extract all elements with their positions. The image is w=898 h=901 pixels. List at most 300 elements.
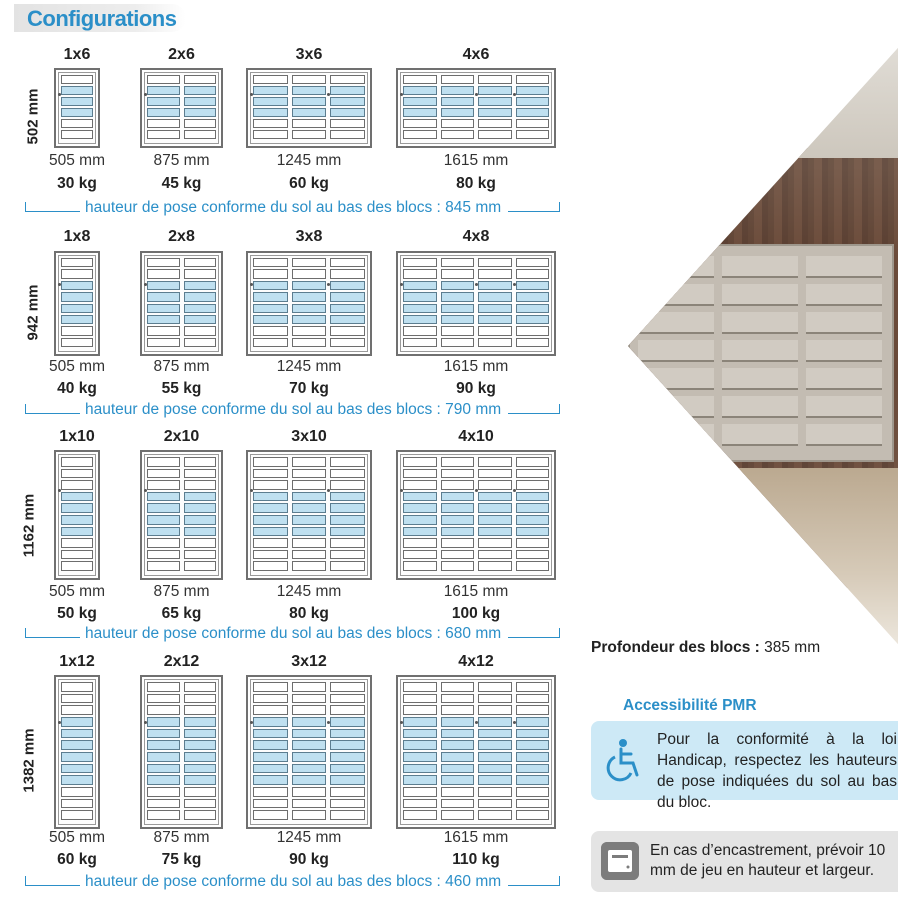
config-weight: 70 kg [289, 380, 329, 397]
photo-mailbox-drawer [638, 256, 714, 278]
mailbox-slot [292, 515, 327, 525]
mailbox-slot [441, 326, 475, 335]
mailbox-slot [403, 130, 437, 139]
mailbox-slot [330, 480, 365, 490]
mailbox-slot [330, 269, 365, 278]
mailbox-slot [292, 108, 327, 117]
mailbox-column [441, 682, 475, 822]
mailbox-slot [441, 503, 475, 513]
mailbox-slot [61, 682, 93, 692]
mailbox-slot [61, 492, 93, 502]
mailbox-slot [403, 752, 437, 762]
config-label: 3x10 [291, 428, 327, 445]
mailbox-slot [516, 705, 550, 715]
config-weight: 65 kg [161, 605, 202, 622]
mailbox-slot [478, 740, 512, 750]
mailbox-column [330, 457, 365, 573]
mailbox-slot [403, 550, 437, 560]
mailbox-slot [478, 527, 512, 537]
mailbox-column [441, 258, 475, 349]
mailbox-slot [516, 108, 550, 117]
config-width: 1615 mm [443, 583, 509, 600]
mailbox-slot [516, 326, 550, 335]
mailbox-slot [147, 315, 180, 324]
mailbox-column [330, 258, 365, 349]
config-weight: 100 kg [451, 605, 501, 622]
mailbox-slot [403, 469, 437, 479]
photo-mailbox-drawer [638, 396, 714, 418]
mailbox-slot [441, 799, 475, 809]
mailbox-column [253, 457, 288, 573]
mailbox-slot [516, 338, 550, 347]
mailbox-slot [330, 775, 365, 785]
mailbox-slot [441, 258, 475, 267]
mailbox-slot [184, 775, 217, 785]
config-label: 2x8 [168, 228, 195, 245]
mailbox-block [54, 675, 100, 829]
mailbox-slot [516, 764, 550, 774]
mailbox-slot [184, 97, 217, 106]
mailbox-block [54, 251, 100, 356]
mailbox-column [292, 258, 327, 349]
mailbox-block [140, 675, 223, 829]
mailbox-slot [184, 469, 217, 479]
mailbox-slot [403, 775, 437, 785]
config-weight: 90 kg [289, 851, 329, 868]
config-weight: 60 kg [289, 175, 329, 192]
mailbox-slot [292, 740, 327, 750]
mailbox-slot [253, 480, 288, 490]
mailbox-slot [292, 764, 327, 774]
mailbox-slot [403, 480, 437, 490]
photo-mailbox-drawer [638, 424, 714, 446]
depth-info [591, 639, 820, 657]
mailbox-slot [184, 130, 217, 139]
config-label: 4x8 [462, 228, 490, 245]
mailbox-slot [253, 740, 288, 750]
mailbox-column [147, 457, 180, 573]
mailbox-slot [441, 86, 475, 95]
mailbox-slot [441, 694, 475, 704]
mailbox-column [61, 457, 93, 573]
mailbox-block [396, 675, 556, 829]
mailbox-slot [330, 108, 365, 117]
photo-mailbox-drawer [722, 312, 798, 334]
config-weight: 45 kg [161, 175, 202, 192]
height-label: 1162 mm [20, 493, 38, 558]
mailbox-column [516, 258, 550, 349]
mailbox-slot [441, 119, 475, 128]
mailbox-column [516, 75, 550, 141]
mailbox-slot [61, 740, 93, 750]
mailbox-block [246, 251, 372, 356]
mailbox-slot [61, 764, 93, 774]
mailbox-block [396, 450, 556, 580]
mailbox-slot [330, 729, 365, 739]
mailbox-slot [253, 119, 288, 128]
mailbox-slot [478, 281, 512, 290]
mailbox-slot [403, 492, 437, 502]
mailbox-slot [478, 457, 512, 467]
mailbox-slot [61, 705, 93, 715]
config-label: 2x6 [168, 46, 195, 63]
mailbox-slot [61, 338, 93, 347]
mailbox-slot [403, 269, 437, 278]
mailbox-slot [147, 515, 180, 525]
mailbox-slot [147, 799, 180, 809]
config-label: 1x12 [59, 653, 95, 670]
mailbox-slot [516, 550, 550, 560]
config-width: 1615 mm [443, 152, 509, 169]
mailbox-slot [184, 740, 217, 750]
mailbox-slot [441, 304, 475, 313]
mailbox-slot [292, 304, 327, 313]
mailbox-slot [61, 108, 93, 117]
mailbox-slot [516, 561, 550, 571]
mailbox-column [478, 258, 512, 349]
mailbox-slot [330, 682, 365, 692]
mailbox-slot [147, 492, 180, 502]
photo-mailbox-drawer [806, 396, 882, 418]
mailbox-column [61, 75, 93, 141]
mailbox-slot [403, 705, 437, 715]
mailbox-slot [330, 457, 365, 467]
mailbox-slot [147, 538, 180, 548]
config-weight: 60 kg [57, 851, 97, 868]
mailbox-slot [61, 515, 93, 525]
mailbox-column [403, 457, 437, 573]
mailbox-slot [292, 527, 327, 537]
mailbox-slot [292, 694, 327, 704]
mailbox-slot [253, 338, 288, 347]
mailbox-slot [253, 281, 288, 290]
mailbox-slot [330, 304, 365, 313]
mailbox-slot [253, 75, 288, 84]
mailbox-slot [478, 480, 512, 490]
mailbox-slot [253, 694, 288, 704]
mailbox-slot [330, 503, 365, 513]
photo-mailbox-drawer [638, 312, 714, 334]
mailbox-block [396, 68, 556, 148]
mailbox-slot [330, 550, 365, 560]
mailbox-slot [147, 281, 180, 290]
mailbox-slot [516, 810, 550, 820]
mailbox-column [330, 682, 365, 822]
mailbox-slot [478, 130, 512, 139]
photo-mailbox-drawer [806, 256, 882, 278]
mailbox-slot [516, 740, 550, 750]
config-weight: 75 kg [161, 851, 202, 868]
mailbox-slot [184, 538, 217, 548]
mailbox-block [54, 68, 100, 148]
mailbox-slot [516, 752, 550, 762]
mailbox-slot [184, 492, 217, 502]
mailbox-slot [292, 682, 327, 692]
mailbox-slot [147, 326, 180, 335]
mailbox-column [61, 682, 93, 822]
mailbox-slot [147, 304, 180, 313]
mailbox-slot [330, 338, 365, 347]
mailbox-slot [61, 326, 93, 335]
mailbox-slot [61, 775, 93, 785]
mailbox-slot [292, 97, 327, 106]
mailbox-slot [253, 86, 288, 95]
mailbox-slot [478, 292, 512, 301]
mailbox-slot [330, 469, 365, 479]
mailbox-slot [403, 682, 437, 692]
mailbox-slot [403, 561, 437, 571]
mailbox-slot [292, 338, 327, 347]
mailbox-slot [441, 729, 475, 739]
mailbox-slot [516, 457, 550, 467]
mailbox-slot [184, 682, 217, 692]
mailbox-slot [61, 527, 93, 537]
accessibility-box [591, 721, 898, 811]
photo-mailbox-drawer [722, 256, 798, 278]
mailbox-slot [147, 97, 180, 106]
config-width: 1245 mm [276, 583, 342, 600]
mailbox-slot [253, 550, 288, 560]
mailbox-slot [478, 338, 512, 347]
mailbox-slot [147, 480, 180, 490]
mailbox-block [396, 251, 556, 356]
mailbox-slot [516, 775, 550, 785]
config-weight: 110 kg [452, 851, 500, 868]
mailbox-block [140, 450, 223, 580]
mailbox-slot [147, 787, 180, 797]
mailbox-slot [147, 86, 180, 95]
mailbox-slot [478, 717, 512, 727]
mailbox-slot [441, 315, 475, 324]
accessibility-text: Pour la conformité à la loi Handicap, respectez les hauteurs de pose indiquées du sol au bas du bloc. [657, 731, 897, 811]
note-box [591, 831, 898, 892]
mailbox-slot [147, 130, 180, 139]
mailbox-slot [61, 97, 93, 106]
photo-ceiling [628, 48, 898, 158]
mailbox-slot [147, 108, 180, 117]
pose-height-text: hauteur de pose conforme du sol au bas des blocs : 680 mm [85, 625, 502, 642]
mailbox-slot [516, 694, 550, 704]
depth-label: Profondeur des blocs : [591, 639, 760, 656]
mailbox-slot [292, 269, 327, 278]
mailbox-slot [403, 515, 437, 525]
mailbox-slot [441, 130, 475, 139]
mailbox-slot [147, 469, 180, 479]
photo-mailbox-drawer [722, 424, 798, 446]
mailbox-slot [61, 550, 93, 560]
mailbox-slot [330, 799, 365, 809]
mailbox-slot [147, 810, 180, 820]
mailbox-slot [61, 717, 93, 727]
mailbox-slot [516, 515, 550, 525]
mailbox-slot [184, 480, 217, 490]
config-weight: 50 kg [57, 605, 97, 622]
pose-height-text: hauteur de pose conforme du sol au bas des blocs : 790 mm [85, 401, 502, 418]
mailbox-slot [147, 292, 180, 301]
mailbox-slot [330, 515, 365, 525]
mailbox-slot [478, 810, 512, 820]
mailbox-slot [147, 561, 180, 571]
mailbox-slot [292, 480, 327, 490]
mailbox-slot [441, 810, 475, 820]
mailbox-slot [253, 787, 288, 797]
mailbox-slot [253, 269, 288, 278]
mailbox-slot [147, 775, 180, 785]
mailbox-slot [516, 682, 550, 692]
mailbox-slot [516, 717, 550, 727]
mailbox-slot [147, 269, 180, 278]
config-width: 1245 mm [276, 358, 342, 375]
mailbox-slot [292, 315, 327, 324]
mailbox-slot [441, 787, 475, 797]
photo-mailbox-drawer [722, 284, 798, 306]
mailbox-slot [184, 787, 217, 797]
mailbox-slot [184, 527, 217, 537]
mailbox-slot [184, 315, 217, 324]
mailbox-slot [61, 86, 93, 95]
mailbox-slot [253, 705, 288, 715]
config-label: 2x10 [163, 428, 200, 445]
mailbox-slot [478, 492, 512, 502]
mailbox-slot [292, 292, 327, 301]
mailbox-slot [292, 75, 327, 84]
mailbox-slot [61, 810, 93, 820]
mailbox-slot [441, 515, 475, 525]
mailbox-slot [516, 97, 550, 106]
mailbox-slot [330, 492, 365, 502]
mailbox-slot [147, 729, 180, 739]
mailbox-column [147, 682, 180, 822]
mailbox-slot [184, 269, 217, 278]
mailbox-column [478, 682, 512, 822]
mailbox-slot [441, 775, 475, 785]
config-width: 875 mm [153, 358, 210, 375]
mailbox-column [403, 682, 437, 822]
mailbox-slot [292, 503, 327, 513]
photo-floor [628, 468, 898, 644]
mailbox-column [441, 457, 475, 573]
mailbox-slot [61, 304, 93, 313]
mailbox-slot [478, 752, 512, 762]
mailbox-slot [330, 764, 365, 774]
mailbox-column [403, 258, 437, 349]
height-label: 1382 mm [20, 728, 38, 793]
mailbox-slot [292, 810, 327, 820]
mailbox-slot [516, 729, 550, 739]
mailbox-slot [184, 304, 217, 313]
mailbox-slot [478, 538, 512, 548]
mailbox-slot [330, 326, 365, 335]
config-label: 3x12 [291, 653, 327, 670]
product-photo [628, 48, 898, 644]
mailbox-slot [61, 119, 93, 128]
mailbox-slot [478, 694, 512, 704]
mailbox-slot [478, 787, 512, 797]
mailbox-slot [61, 538, 93, 548]
mailbox-slot [61, 752, 93, 762]
mailbox-slot [292, 86, 327, 95]
mailbox-slot [403, 457, 437, 467]
photo-mailbox-drawer [806, 284, 882, 306]
mailbox-slot [478, 561, 512, 571]
photo-mailbox-drawer [806, 340, 882, 362]
mailbox-slot [253, 304, 288, 313]
mailbox-slot [184, 86, 217, 95]
mailbox-slot [184, 119, 217, 128]
height-label: 502 mm [24, 88, 42, 145]
mailbox-slot [292, 538, 327, 548]
mailbox-block [246, 675, 372, 829]
mailbox-slot [403, 527, 437, 537]
mailbox-slot [441, 538, 475, 548]
mailbox-slot [330, 97, 365, 106]
accessibility-title: Accessibilité PMR [623, 697, 757, 714]
lock-icon [513, 721, 516, 724]
mailbox-slot [330, 740, 365, 750]
mailbox-column [292, 457, 327, 573]
mailbox-slot [253, 729, 288, 739]
mailbox-slot [516, 304, 550, 313]
mailbox-slot [330, 538, 365, 548]
mailbox-slot [330, 717, 365, 727]
mailbox-slot [61, 480, 93, 490]
mailbox-column [516, 682, 550, 822]
mailbox-slot [61, 269, 93, 278]
mailbox-slot [292, 492, 327, 502]
mailbox-slot [403, 304, 437, 313]
mailbox-slot [403, 729, 437, 739]
mailbox-slot [253, 326, 288, 335]
mailbox-slot [478, 258, 512, 267]
mailbox-slot [403, 326, 437, 335]
mailbox-column [292, 682, 327, 822]
mailbox-slot [330, 130, 365, 139]
mailbox-slot [61, 787, 93, 797]
mailbox-slot [403, 338, 437, 347]
photo-mailbox-cabinet [628, 244, 894, 462]
note-text: En cas d’encastrement, prévoir 10 mm de jeu en hauteur et largeur. [650, 842, 886, 879]
mailbox-slot [441, 469, 475, 479]
mailbox-slot [184, 281, 217, 290]
mailbox-slot [441, 75, 475, 84]
mailbox-block [246, 450, 372, 580]
mailbox-slot [292, 550, 327, 560]
mailbox-slot [253, 108, 288, 117]
mailbox-slot [184, 338, 217, 347]
mailbox-slot [330, 705, 365, 715]
mailbox-slot [403, 281, 437, 290]
mailbox-slot [61, 561, 93, 571]
mailbox-slot [147, 75, 180, 84]
config-weight: 80 kg [456, 175, 496, 192]
photo-mailbox-drawer [722, 340, 798, 362]
config-label: 1x8 [63, 228, 91, 245]
mailbox-slot [184, 326, 217, 335]
mailbox-slot [292, 752, 327, 762]
mailbox-slot [330, 810, 365, 820]
mailbox-slot [292, 469, 327, 479]
mailbox-column [403, 75, 437, 141]
mailbox-slot [478, 86, 512, 95]
mailbox-slot [330, 561, 365, 571]
mailbox-column [441, 75, 475, 141]
mailbox-slot [147, 457, 180, 467]
mailbox-slot [253, 717, 288, 727]
mailbox-slot [478, 682, 512, 692]
mailbox-slot [61, 258, 93, 267]
photo-mailbox-drawer [806, 424, 882, 446]
mailbox-icon [601, 842, 639, 880]
